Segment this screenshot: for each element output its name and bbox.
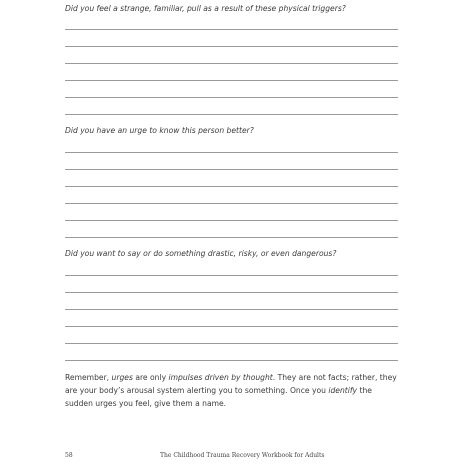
paragraph-emphasis: urges	[111, 373, 133, 382]
answer-line[interactable]	[65, 152, 398, 153]
reminder-paragraph	[65, 371, 401, 410]
answer-line[interactable]	[65, 114, 398, 115]
answer-line[interactable]	[65, 186, 398, 187]
answer-line[interactable]	[65, 309, 398, 310]
paragraph-text: are only	[132, 373, 169, 382]
paragraph-emphasis: impulses driven by thought	[168, 373, 273, 382]
answer-line[interactable]	[65, 169, 398, 170]
answer-line[interactable]	[65, 360, 398, 361]
book-title: The Childhood Trauma Recovery Workbook for Adults	[160, 452, 325, 459]
answer-line[interactable]	[65, 80, 398, 81]
answer-line[interactable]	[65, 29, 398, 30]
answer-line[interactable]	[65, 97, 398, 98]
answer-line[interactable]	[65, 292, 398, 293]
answer-line[interactable]	[65, 343, 398, 344]
page-number: 58	[65, 452, 73, 459]
answer-line[interactable]	[65, 63, 398, 64]
answer-line[interactable]	[65, 46, 398, 47]
paragraph-emphasis: identify	[328, 386, 358, 395]
question-3: Did you want to say or do something drastic, risky, or even dangerous?	[65, 249, 337, 258]
paragraph-text: the sudden urges you feel, give them a name.	[65, 386, 372, 408]
answer-line[interactable]	[65, 237, 398, 238]
answer-line[interactable]	[65, 203, 398, 204]
answer-line[interactable]	[65, 220, 398, 221]
answer-line[interactable]	[65, 326, 398, 327]
question-1: Did you feel a strange, familiar, pull as a result of these physical triggers?	[65, 4, 346, 13]
paragraph-text: Remember,	[65, 373, 112, 382]
answer-line[interactable]	[65, 275, 398, 276]
paragraph-text: . They are not facts; rather, they are your body’s arousal system alerting you to something. Once you	[65, 373, 397, 395]
question-2: Did you have an urge to know this person better?	[65, 126, 254, 135]
